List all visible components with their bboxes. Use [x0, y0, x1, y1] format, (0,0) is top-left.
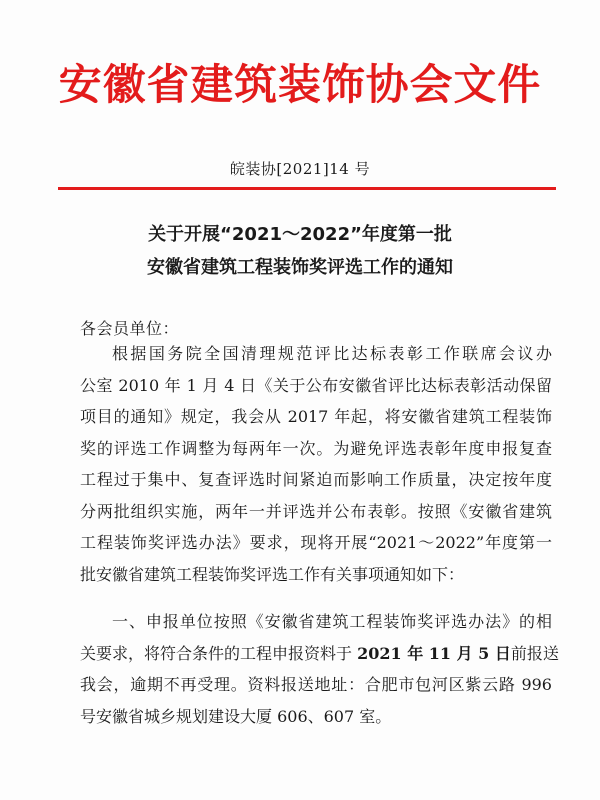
subject-line-2: 安徽省建筑工程装饰奖评选工作的通知: [147, 257, 453, 278]
paragraph-1-line: 工程装饰奖评选办法》要求，现将开展“2021～2022”年度第一: [80, 533, 552, 552]
paragraph-1: [80, 338, 552, 590]
paragraph-2-text: 前报送: [510, 643, 559, 663]
paragraph-2-line: 号安徽省城乡规划建设大厦 606、607 室。: [80, 706, 392, 726]
paragraph-1-line: 公室 2010 年 1 月 4 日《关于公布安徽省评比达标表彰活动保留: [80, 375, 552, 395]
subject-line-1: 关于开展“2021～2022”年度第一批: [148, 224, 452, 245]
notice-subject: [0, 218, 600, 284]
paragraph-1-line: 根据国务院全国清理规范评比达标表彰工作联席会议办: [112, 344, 552, 363]
paragraph-2: [80, 606, 559, 732]
paragraph-1-line: 奖的评选工作调整为每两年一次。为避免评选表彰年度申报复查: [80, 438, 552, 458]
document-number: 皖装协[2021]14 号: [229, 160, 371, 178]
paragraph-2-line: [80, 638, 559, 670]
paragraph-2-text: 关要求，将符合条件的工程申报资料于: [80, 643, 358, 663]
paragraph-1-line: 工程过于集中、复查评选时间紧迫而影响工作质量，决定按年度: [80, 470, 552, 489]
paragraph-1-line: 项目的通知》规定，我会从 2017 年起，将安徽省建筑工程装饰: [80, 407, 552, 426]
paragraph-1-line: 分两批组织实施，两年一并评选并公布表彰。按照《安徽省建筑: [80, 501, 552, 521]
paragraph-2-line: 我会，逾期不再受理。资料报送地址：合肥市包河区紫云路 996: [80, 675, 552, 694]
paragraph-1-line: 批安徽省建筑工程装饰奖评选工作有关事项通知如下：: [80, 564, 465, 584]
red-divider-line: [58, 187, 556, 190]
deadline-date: 2021 年 11 月 5 日: [357, 643, 511, 663]
document-header-title: 安徽省建筑装饰协会文件: [58, 60, 542, 109]
salutation: 各会员单位：: [80, 319, 180, 338]
paragraph-2-line: 一、申报单位按照《安徽省建筑工程装饰奖评选办法》的相: [112, 612, 552, 631]
